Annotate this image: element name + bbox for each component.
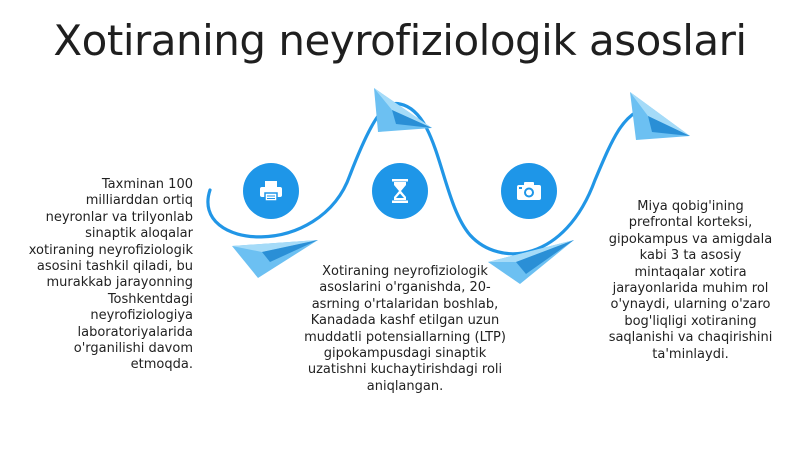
- step-3-icon-circle: [501, 163, 557, 219]
- step-1-icon-circle: [243, 163, 299, 219]
- slide-title: Xotiraning neyrofiziologik asoslari: [53, 16, 747, 65]
- paper-plane-4-icon: [630, 92, 690, 140]
- paper-plane-2-icon: [374, 88, 432, 132]
- step-1-text: Taxminan 100 milliarddan ortiq neyronlar va trilyonlab sinaptik aloqalar xotiraning neyrofiziologik asosini tashkil qiladi, bu murakkab jarayonning Toshkentdagi neyrofiziologiya laboratoriyalarida o'rganilishi davom etmoqda.: [28, 177, 193, 373]
- step-2-text: Xotiraning neyrofiziologik asoslarini o'rganishda, 20-asrning o'rtalaridan boshlab, Kanadada kashf etilgan uzun muddatli potensiallarning (LTP) gipokampusdagi sinaptik uzatishni kuchaytirishdagi roli aniqlangan.: [304, 264, 506, 394]
- step-2-icon-circle: [372, 163, 428, 219]
- camera-icon: [516, 180, 542, 202]
- printer-icon: [258, 179, 284, 203]
- hourglass-icon: [390, 178, 410, 204]
- step-3-text: Miya qobig'ining prefrontal korteksi, gipokampus va amigdala kabi 3 ta asosiy mintaqalar xotira jarayonlarida muhim rol o'ynaydi, ularning o'zaro bog'liqligi xotiraning saqlanishi va chaqirishini ta'minlaydi.: [608, 199, 773, 362]
